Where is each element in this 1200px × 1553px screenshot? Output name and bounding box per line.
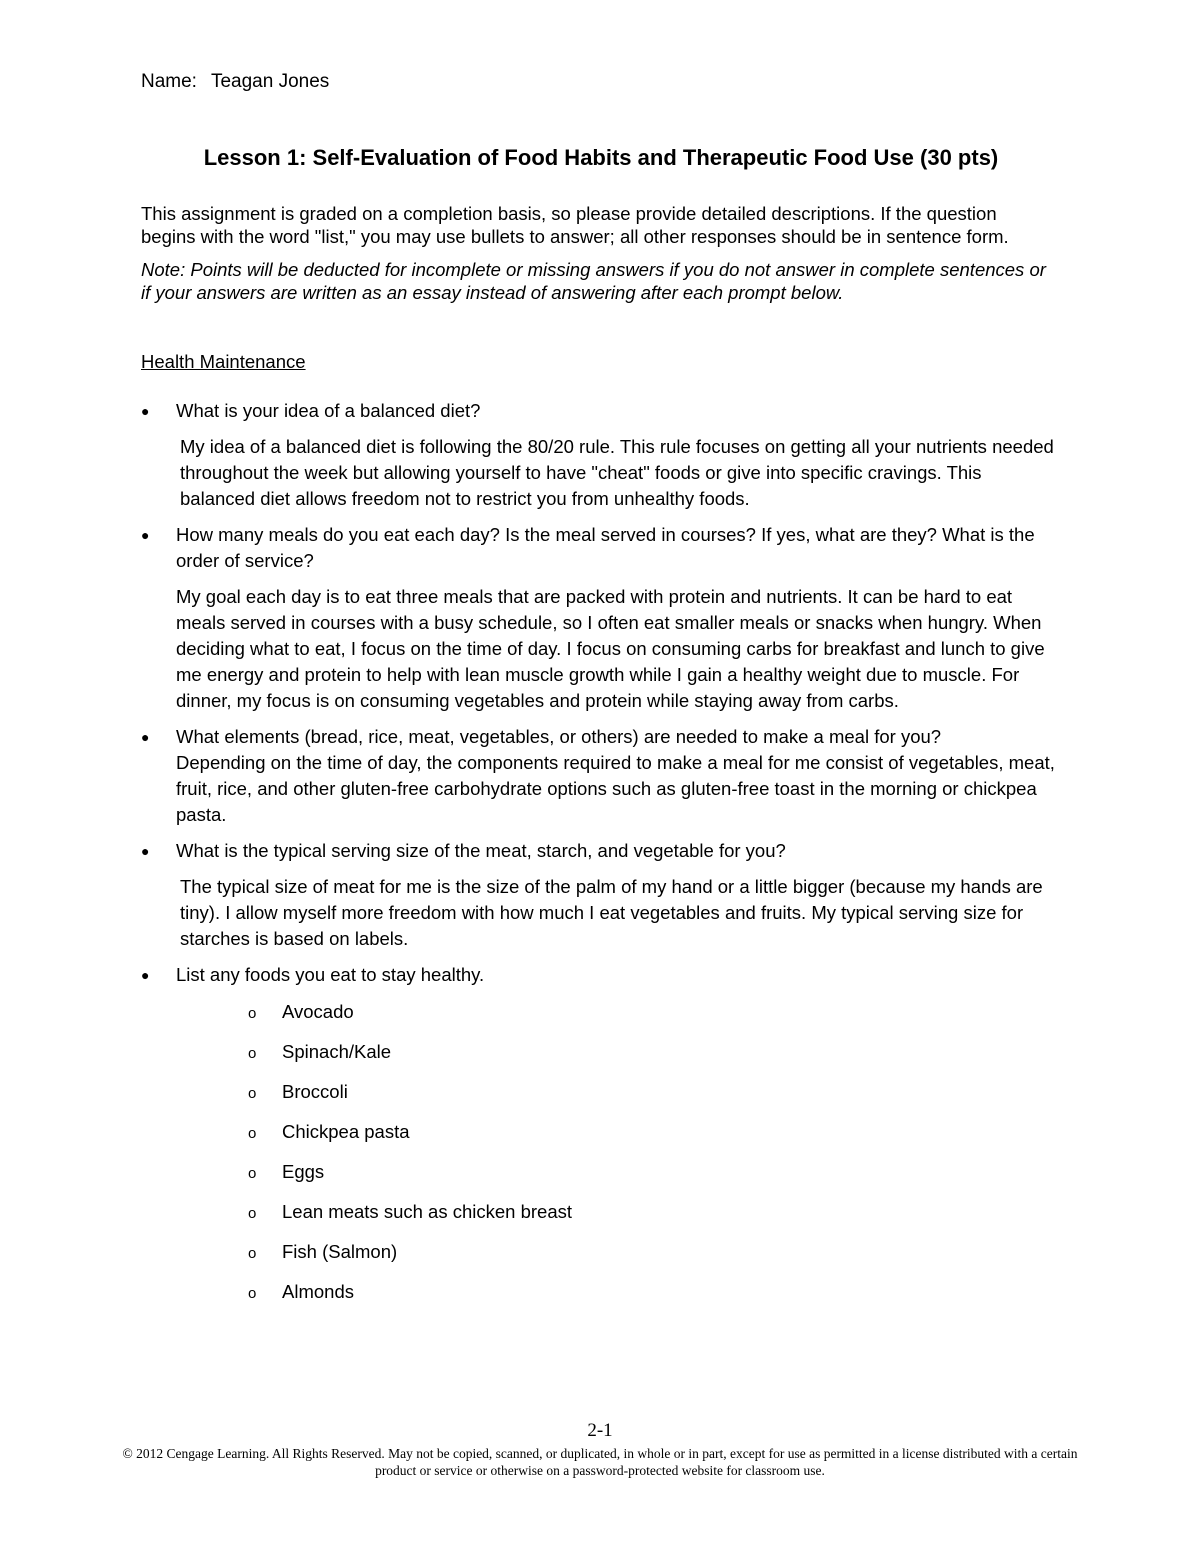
question-list [141, 398, 1061, 1305]
list-item: o Avocado [248, 999, 1061, 1025]
bullet-icon: ● [141, 403, 150, 419]
list-item: o Eggs [248, 1159, 1061, 1185]
list-item: o Almonds [248, 1279, 1061, 1305]
instructions-paragraph: This assignment is graded on a completion basis, so please provide detailed descriptions. If the question begins with the word "list," you may use bullets to answer; all other responses should be in sentence form. [141, 203, 1009, 247]
answer-text: Depending on the time of day, the components required to make a meal for me consist of vegetables, meat, fruit, rice, and other gluten-free carbohydrate options such as gluten-free toast in the morning or chickpea pasta. [176, 752, 1055, 825]
list-item: o Lean meats such as chicken breast [248, 1199, 1061, 1225]
question-item [141, 522, 1061, 714]
bullet-icon: ● [141, 729, 150, 745]
circle-bullet-icon: o [248, 1285, 257, 1302]
question-item [141, 838, 1061, 952]
circle-bullet-icon: o [248, 1245, 257, 1262]
answer-text: My idea of a balanced diet is following the 80/20 rule. This rule focuses on getting all your nutrients needed throughout the week but allowing yourself to have "cheat" foods or give into specific cravings. This balanced diet allows freedom not to restrict you from unhealthy foods. [180, 436, 1054, 509]
student-name: Teagan Jones [210, 71, 330, 92]
question-text: What is your idea of a balanced diet? [176, 400, 481, 421]
note-paragraph: Note: Points will be deducted for incomplete or missing answers if you do not answer in complete sentences or if your answers are written as an essay instead of answering after each prompt below. [141, 259, 1046, 303]
circle-bullet-icon: o [248, 1005, 257, 1022]
circle-bullet-icon: o [248, 1085, 257, 1102]
copyright-notice: © 2012 Cengage Learning. All Rights Reserved. May not be copied, scanned, or duplicated, in whole or in part, except for use as permitted in a license distributed with a certain product or service or otherwise on a password-protected website for classroom use. [122, 1446, 1078, 1478]
question-text: List any foods you eat to stay healthy. [176, 964, 485, 985]
answer-text: My goal each day is to eat three meals that are packed with protein and nutrients. It can be hard to eat meals served in courses with a busy schedule, so I often eat smaller meals or snacks when hungry. When deciding what to eat, I focus on the time of day. I focus on consuming carbs for breakfast and lunch to give me energy and protein to help with lean muscle growth while I gain a healthy weight due to muscle. For dinner, my focus is on consuming vegetables and protein while staying away from carbs. [176, 586, 1045, 711]
name-label: Name: [141, 71, 197, 92]
question-text: How many meals do you eat each day? Is the meal served in courses? If yes, what are they? What is the order of service? [176, 524, 1035, 571]
healthy-foods-list [176, 999, 1061, 1305]
circle-bullet-icon: o [248, 1165, 257, 1182]
list-item: o Spinach/Kale [248, 1039, 1061, 1065]
list-item: o Chickpea pasta [248, 1119, 1061, 1145]
bullet-icon: ● [141, 527, 150, 543]
page-content [141, 68, 1061, 1319]
circle-bullet-icon: o [248, 1045, 257, 1062]
circle-bullet-icon: o [248, 1205, 257, 1222]
question-item [141, 398, 1061, 512]
question-item [141, 962, 1061, 1305]
page-number: 2-1 [587, 1420, 613, 1441]
answer-text: The typical size of meat for me is the size of the palm of my hand or a little bigger (because my hands are tiny). I allow myself more freedom with how much I eat vegetables and fruits. My typical serving size for starches is based on labels. [180, 876, 1043, 949]
page-footer [120, 1419, 1080, 1479]
circle-bullet-icon: o [248, 1125, 257, 1142]
section-heading: Health Maintenance [141, 351, 306, 372]
bullet-icon: ● [141, 967, 150, 983]
question-text: What elements (bread, rice, meat, vegetables, or others) are needed to make a meal for you? [176, 726, 942, 747]
name-line [141, 68, 1061, 96]
question-text: What is the typical serving size of the meat, starch, and vegetable for you? [176, 840, 786, 861]
lesson-title: Lesson 1: Self-Evaluation of Food Habits and Therapeutic Food Use (30 pts) [203, 145, 999, 170]
list-item: o Broccoli [248, 1079, 1061, 1105]
question-item [141, 724, 1061, 828]
list-item: o Fish (Salmon) [248, 1239, 1061, 1265]
bullet-icon: ● [141, 843, 150, 859]
